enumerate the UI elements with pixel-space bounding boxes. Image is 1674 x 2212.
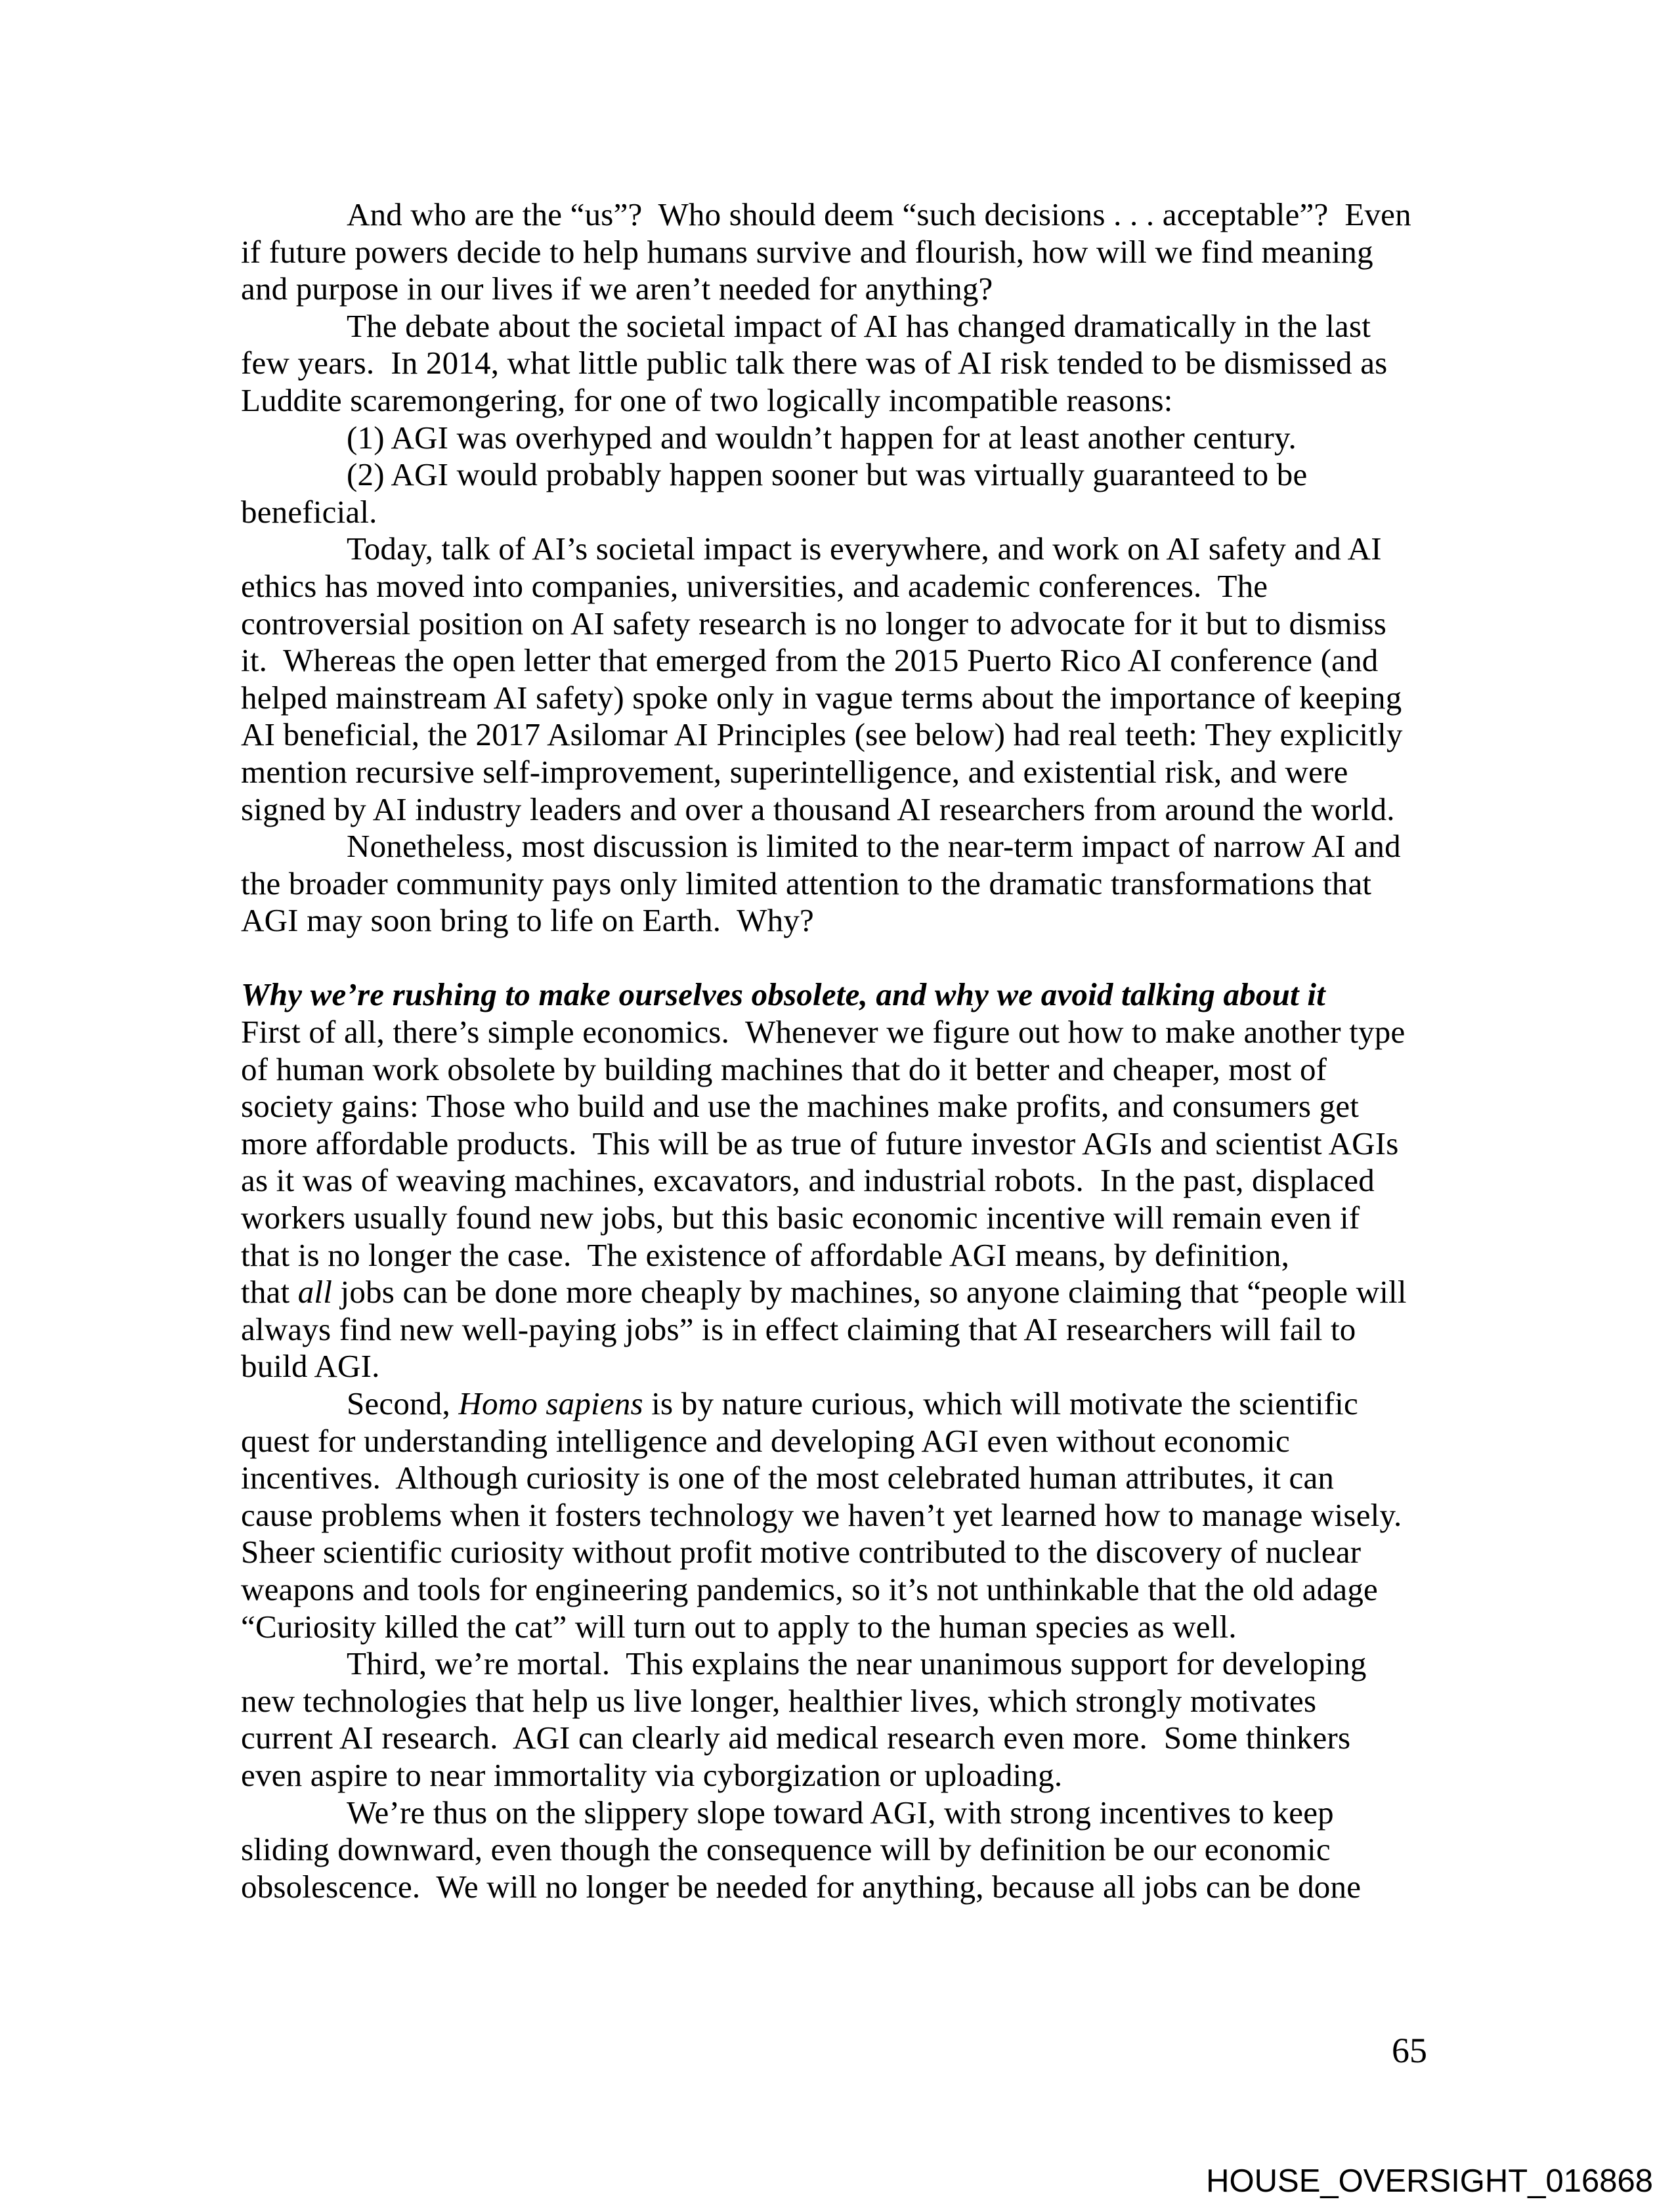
body-text: “Curiosity killed the cat” will turn out to apply to the human species as well. bbox=[241, 1608, 1237, 1645]
text-line bbox=[241, 1088, 1436, 1125]
text-line bbox=[241, 1125, 1436, 1163]
text-line bbox=[241, 420, 1436, 457]
body-text: incentives. Although curiosity is one of the most celebrated human attributes, it can bbox=[241, 1460, 1335, 1496]
bates-number: HOUSE_OVERSIGHT_016868 bbox=[1206, 2163, 1653, 2199]
text-line bbox=[241, 1794, 1436, 1832]
text-line bbox=[241, 308, 1436, 345]
text-line bbox=[241, 1720, 1436, 1757]
body-text: more affordable products. This will be as true of future investor AGIs and scientist AGIs bbox=[241, 1125, 1399, 1161]
body-text: AI beneficial, the 2017 Asilomar AI Principles (see below) had real teeth: They explicitly bbox=[241, 716, 1403, 753]
body-text: workers usually found new jobs, but this basic economic incentive will remain even if bbox=[241, 1200, 1360, 1236]
text-line bbox=[241, 494, 1436, 531]
text-line bbox=[241, 1423, 1436, 1460]
body-text: Luddite scaremongering, for one of two logically incompatible reasons: bbox=[241, 381, 1173, 418]
body-text: even aspire to near immortality via cyborgization or uploading. bbox=[241, 1756, 1063, 1793]
text-line bbox=[241, 1757, 1436, 1794]
text-line bbox=[241, 1831, 1436, 1869]
text-line bbox=[241, 902, 1436, 940]
body-text: jobs can be done more cheaply by machines, so anyone claiming that “people will bbox=[332, 1274, 1407, 1311]
body-text: First of all, there’s simple economics. Whenever we figure out how to make another type bbox=[241, 1014, 1406, 1051]
text-line bbox=[241, 791, 1436, 829]
text-line bbox=[241, 1311, 1436, 1349]
text-line bbox=[241, 1460, 1436, 1497]
body-text: the broader community pays only limited attention to the dramatic transformations that bbox=[241, 865, 1372, 901]
body-text: weapons and tools for engineering pandemics, so it’s not unthinkable that the old adage bbox=[241, 1571, 1378, 1607]
text-line bbox=[241, 271, 1436, 308]
body-text: that bbox=[241, 1274, 298, 1311]
body-text: controversial position on AI safety research is no longer to advocate for it but to dismiss bbox=[241, 605, 1387, 641]
text-line bbox=[241, 1571, 1436, 1609]
body-text: it. Whereas the open letter that emerged from the 2015 Puerto Rico AI conference (and bbox=[241, 642, 1379, 679]
body-text: is by nature curious, which will motivate the scientific bbox=[643, 1385, 1358, 1421]
body-text: always find new well-paying jobs” is in effect claiming that AI researchers will fail to bbox=[241, 1311, 1356, 1347]
body-text: and purpose in our lives if we aren’t needed for anything? bbox=[241, 271, 993, 307]
text-line bbox=[241, 716, 1436, 754]
body-text: Third, we’re mortal. This explains the near unanimous support for developing bbox=[347, 1645, 1367, 1682]
body-text: Nonetheless, most discussion is limited to the near-term impact of narrow AI and bbox=[347, 828, 1401, 865]
body-text: helped mainstream AI safety) spoke only in vague terms about the importance of keeping bbox=[241, 679, 1402, 716]
text-line bbox=[241, 382, 1436, 420]
text-line bbox=[241, 456, 1436, 494]
text-line bbox=[241, 1645, 1436, 1683]
body-text: (1) AGI was overhyped and wouldn’t happen for at least another century. bbox=[347, 419, 1297, 456]
body-text: And who are the “us”? Who should deem “such decisions . . . acceptable”? Even bbox=[347, 196, 1411, 232]
section-heading bbox=[241, 976, 1436, 1014]
body-text: Sheer scientific curiosity without profit motive contributed to the discovery of nuclear bbox=[241, 1534, 1362, 1571]
text-line bbox=[241, 1014, 1436, 1051]
text-line bbox=[241, 1609, 1436, 1646]
body-text: Why we’re rushing to make ourselves obsolete, and why we avoid talking about it bbox=[241, 976, 1325, 1013]
body-text: new technologies that help us live longer, healthier lives, which strongly motivates bbox=[241, 1682, 1317, 1719]
body-text: if future powers decide to help humans survive and flourish, how will we find meaning bbox=[241, 233, 1373, 270]
body-text: few years. In 2014, what little public talk there was of AI risk tended to be dismissed as bbox=[241, 345, 1388, 381]
body-text: society gains: Those who build and use the machines make profits, and consumers get bbox=[241, 1088, 1360, 1125]
text-line bbox=[241, 1683, 1436, 1720]
body-text: AGI may soon bring to life on Earth. Why? bbox=[241, 902, 814, 939]
text-line bbox=[241, 1869, 1436, 1906]
italic-text: all bbox=[297, 1274, 333, 1311]
body-text: as it was of weaving machines, excavators, and industrial robots. In the past, displaced bbox=[241, 1162, 1375, 1199]
body-text: beneficial. bbox=[241, 493, 377, 530]
body-text: Second, bbox=[347, 1385, 459, 1421]
body-text: (2) AGI would probably happen sooner but was virtually guaranteed to be bbox=[347, 456, 1308, 493]
text-line bbox=[241, 531, 1436, 568]
text-line bbox=[241, 865, 1436, 903]
body-text: ethics has moved into companies, universities, and academic conferences. The bbox=[241, 567, 1268, 604]
text-line bbox=[241, 754, 1436, 791]
text-line bbox=[241, 605, 1436, 643]
body-text: obsolescence. We will no longer be needed for anything, because all jobs can be done bbox=[241, 1868, 1362, 1905]
body-text: of human work obsolete by building machines that do it better and cheaper, most of bbox=[241, 1051, 1327, 1087]
text-line bbox=[241, 1497, 1436, 1534]
text-line bbox=[241, 196, 1436, 234]
body-text: The debate about the societal impact of AI has changed dramatically in the last bbox=[347, 307, 1371, 344]
page-number: 65 bbox=[1392, 2031, 1427, 2070]
text-line bbox=[241, 1200, 1436, 1237]
body-text: quest for understanding intelligence and developing AGI even without economic bbox=[241, 1422, 1290, 1459]
body-text: signed by AI industry leaders and over a thousand AI researchers from around the world. bbox=[241, 791, 1395, 827]
text-line bbox=[241, 828, 1436, 865]
body-text: sliding downward, even though the consequence will by definition be our economic bbox=[241, 1831, 1331, 1868]
text-line bbox=[241, 568, 1436, 605]
body-text: We’re thus on the slippery slope toward AGI, with strong incentives to keep bbox=[347, 1794, 1334, 1831]
text-line bbox=[241, 1162, 1436, 1200]
text-line bbox=[241, 1348, 1436, 1385]
text-line bbox=[241, 345, 1436, 382]
text-line bbox=[241, 642, 1436, 680]
text-line bbox=[241, 680, 1436, 717]
text-line bbox=[241, 1534, 1436, 1571]
body-text: build AGI. bbox=[241, 1348, 380, 1385]
text-line bbox=[241, 1051, 1436, 1089]
body-text: cause problems when it fosters technology we haven’t yet learned how to manage wisely. bbox=[241, 1496, 1402, 1533]
body-text: current AI research. AGI can clearly aid medical research even more. Some thinkers bbox=[241, 1720, 1351, 1756]
italic-text: Homo sapiens bbox=[458, 1385, 643, 1421]
text-block bbox=[241, 196, 1436, 1905]
blank-line bbox=[241, 940, 1436, 977]
body-text: mention recursive self-improvement, superintelligence, and existential risk, and were bbox=[241, 753, 1348, 790]
text-line bbox=[241, 1385, 1436, 1423]
text-line bbox=[241, 234, 1436, 271]
text-line bbox=[241, 1237, 1436, 1274]
body-text: Today, talk of AI’s societal impact is everywhere, and work on AI safety and AI bbox=[347, 531, 1382, 567]
text-line bbox=[241, 1274, 1436, 1311]
body-text: that is no longer the case. The existence of affordable AGI means, by definition, bbox=[241, 1236, 1290, 1273]
